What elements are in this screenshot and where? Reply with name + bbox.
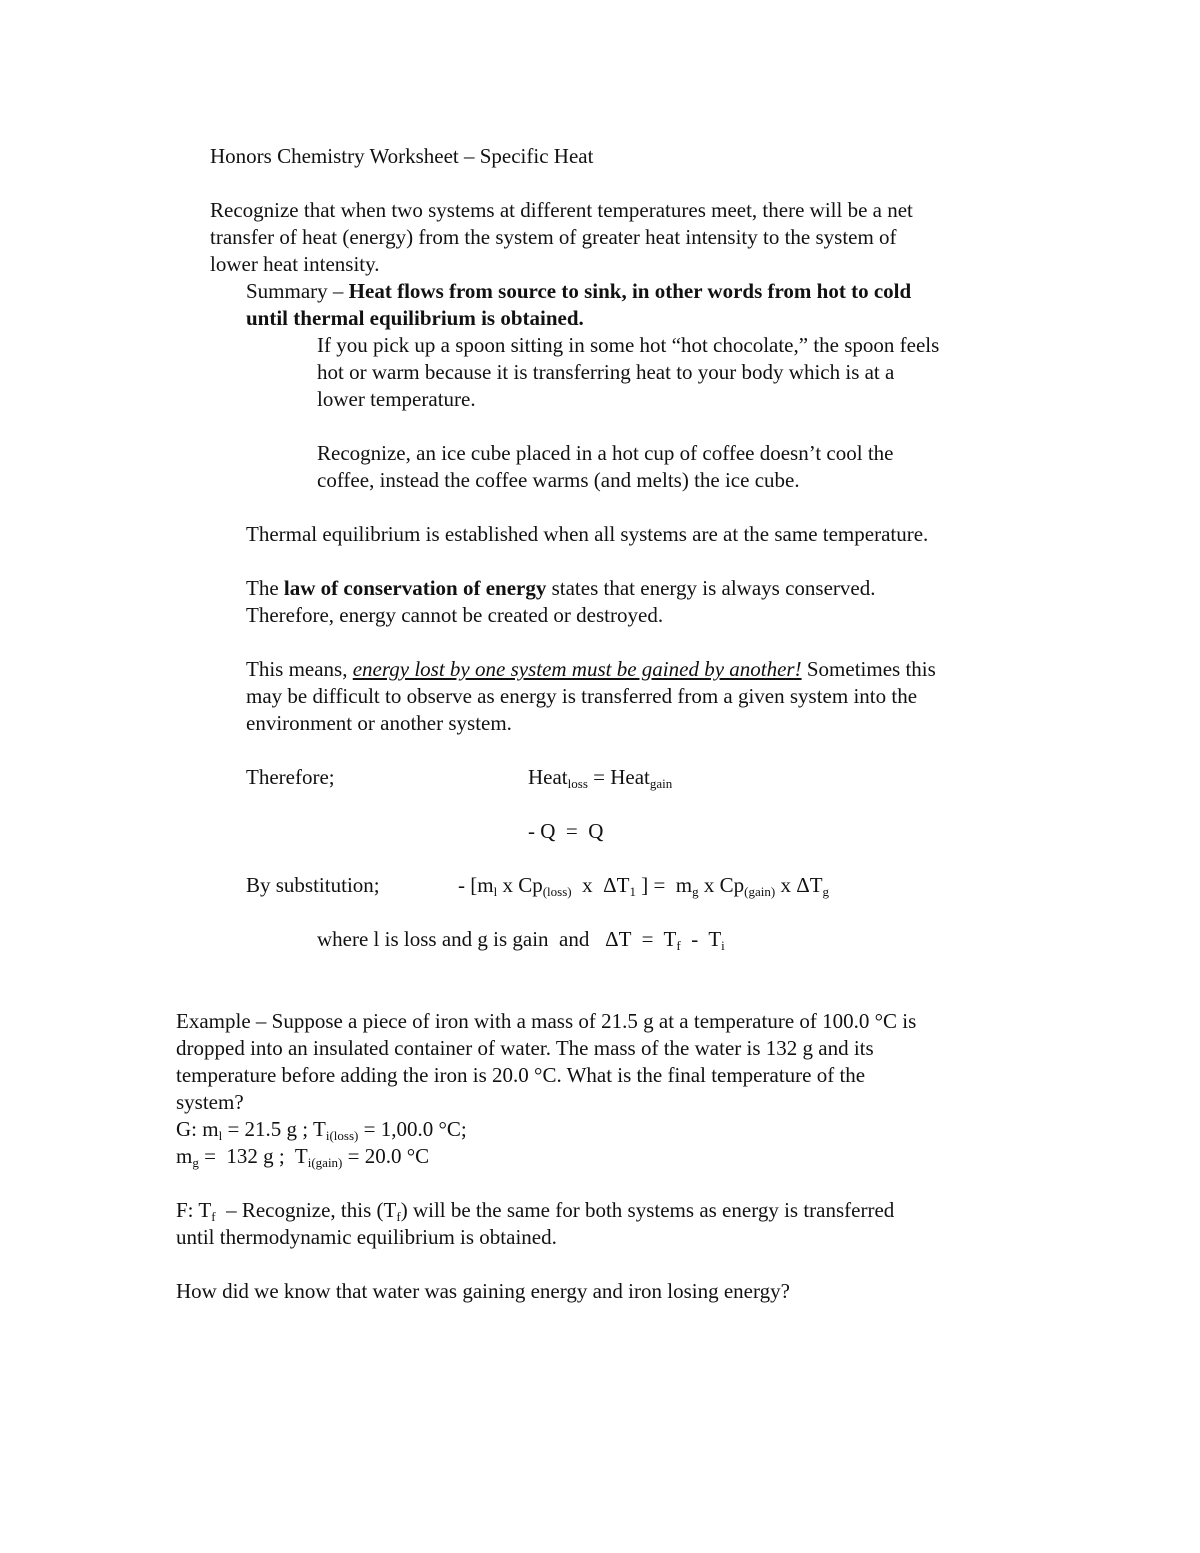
spoon-line-3: lower temperature.	[317, 387, 476, 411]
where-line	[317, 926, 725, 953]
conservation-pre: The	[246, 576, 284, 600]
heat-term-2: Heat	[610, 765, 650, 789]
given-line-1	[176, 1116, 467, 1143]
substitution-label: By substitution;	[246, 873, 380, 897]
find-part: F: T	[176, 1198, 212, 1222]
sub-eq-part: x Cp	[698, 873, 745, 897]
example-line-3: temperature before adding the iron is 20.0 °C. What is the final temperature of the	[176, 1063, 866, 1087]
q-equation: - Q = Q	[528, 819, 604, 843]
sub-eq-gain-subscript: (gain)	[744, 884, 776, 899]
equals-sign: =	[587, 765, 611, 789]
intro-line-3: lower heat intensity.	[210, 252, 380, 276]
intro-line-1: Recognize that when two systems at different temperatures meet, there will be a net	[210, 198, 913, 222]
this-means-line-3: environment or another system.	[246, 711, 512, 735]
summary-bold-1: Heat flows from source to sink, in other words from hot to cold	[348, 279, 912, 303]
intro-line-2: transfer of heat (energy) from the system of greater heat intensity to the system of	[210, 225, 897, 249]
given-1-part: = 21.5 g ; T	[222, 1117, 326, 1141]
this-means-line-2: may be difficult to observe as energy is transferred from a given system into the	[246, 684, 918, 708]
given-2-part: m	[176, 1144, 193, 1168]
summary-line-1	[246, 278, 911, 305]
summary-label: Summary –	[246, 279, 349, 303]
given-2-part: = 132 g ; T	[198, 1144, 308, 1168]
find-part: ) will be the same for both systems as energy is transferred	[400, 1198, 895, 1222]
sub-eq-part: x Cp	[497, 873, 543, 897]
page-title: Honors Chemistry Worksheet – Specific Heat	[210, 144, 594, 168]
given-line-2	[176, 1143, 429, 1170]
sub-eq-loss-subscript: (loss)	[542, 884, 572, 899]
conservation-line-1	[246, 575, 875, 602]
sub-eq-g-subscript: g	[692, 884, 699, 899]
heat-equation	[528, 764, 672, 791]
given-1-part: G: m	[176, 1117, 219, 1141]
example-line-4: system?	[176, 1090, 244, 1114]
loss-subscript: loss	[567, 776, 588, 791]
conservation-post: states that energy is always conserved.	[546, 576, 876, 600]
sub-eq-part: x ΔT	[775, 873, 823, 897]
given-1-l-subscript: l	[218, 1128, 223, 1143]
sub-eq-1-subscript: 1	[629, 884, 636, 899]
spoon-line-2: hot or warm because it is transferring heat to your body which is at a	[317, 360, 895, 384]
thermal-equilibrium-text: Thermal equilibrium is established when all systems are at the same temperature.	[246, 522, 929, 546]
given-2-g-subscript: g	[192, 1155, 199, 1170]
conservation-line-2: Therefore, energy cannot be created or destroyed.	[246, 603, 664, 627]
summary-line-2: until thermal equilibrium is obtained.	[246, 306, 584, 330]
where-minus: - T	[680, 927, 722, 951]
therefore-label: Therefore;	[246, 765, 335, 789]
gain-subscript: gain	[649, 776, 673, 791]
sub-eq-part: ] = m	[635, 873, 693, 897]
find-line-1	[176, 1197, 894, 1224]
where-text: where l is loss and g is gain and ΔT = T	[317, 927, 677, 951]
given-1-part: = 1,00.0 °C;	[358, 1117, 467, 1141]
this-means-emphasis: energy lost by one system must be gained by another!	[352, 657, 802, 681]
find-part: – Recognize, this (T	[215, 1198, 397, 1222]
question-line: How did we know that water was gaining energy and iron losing energy?	[176, 1279, 790, 1303]
find-line-2: until thermodynamic equilibrium is obtained.	[176, 1225, 557, 1249]
find-f-subscript-2: f	[396, 1209, 401, 1224]
given-1-i-loss-subscript: i(loss)	[325, 1128, 359, 1143]
find-f-subscript: f	[211, 1209, 216, 1224]
sub-eq-part: - [m	[458, 873, 494, 897]
given-2-i-gain-subscript: i(gain)	[307, 1155, 343, 1170]
ice-line-1: Recognize, an ice cube placed in a hot cup of coffee doesn’t cool the	[317, 441, 894, 465]
this-means-line-1	[246, 656, 936, 683]
example-line-1: Example – Suppose a piece of iron with a mass of 21.5 g at a temperature of 100.0 °C is	[176, 1009, 917, 1033]
sub-eq-l-subscript: l	[493, 884, 498, 899]
spoon-line-1: If you pick up a spoon sitting in some hot “hot chocolate,” the spoon feels	[317, 333, 940, 357]
substitution-equation	[458, 872, 829, 899]
where-i-subscript: i	[721, 938, 725, 953]
ice-line-2: coffee, instead the coffee warms (and melts) the ice cube.	[317, 468, 800, 492]
sub-eq-part: x ΔT	[571, 873, 630, 897]
this-means-post: Sometimes this	[801, 657, 936, 681]
heat-term: Heat	[528, 765, 568, 789]
example-line-2: dropped into an insulated container of water. The mass of the water is 132 g and its	[176, 1036, 874, 1060]
conservation-law: law of conservation of energy	[283, 576, 547, 600]
where-f-subscript: f	[676, 938, 681, 953]
given-2-part: = 20.0 °C	[342, 1144, 430, 1168]
sub-eq-g-subscript-2: g	[822, 884, 830, 899]
this-means-pre: This means,	[246, 657, 353, 681]
